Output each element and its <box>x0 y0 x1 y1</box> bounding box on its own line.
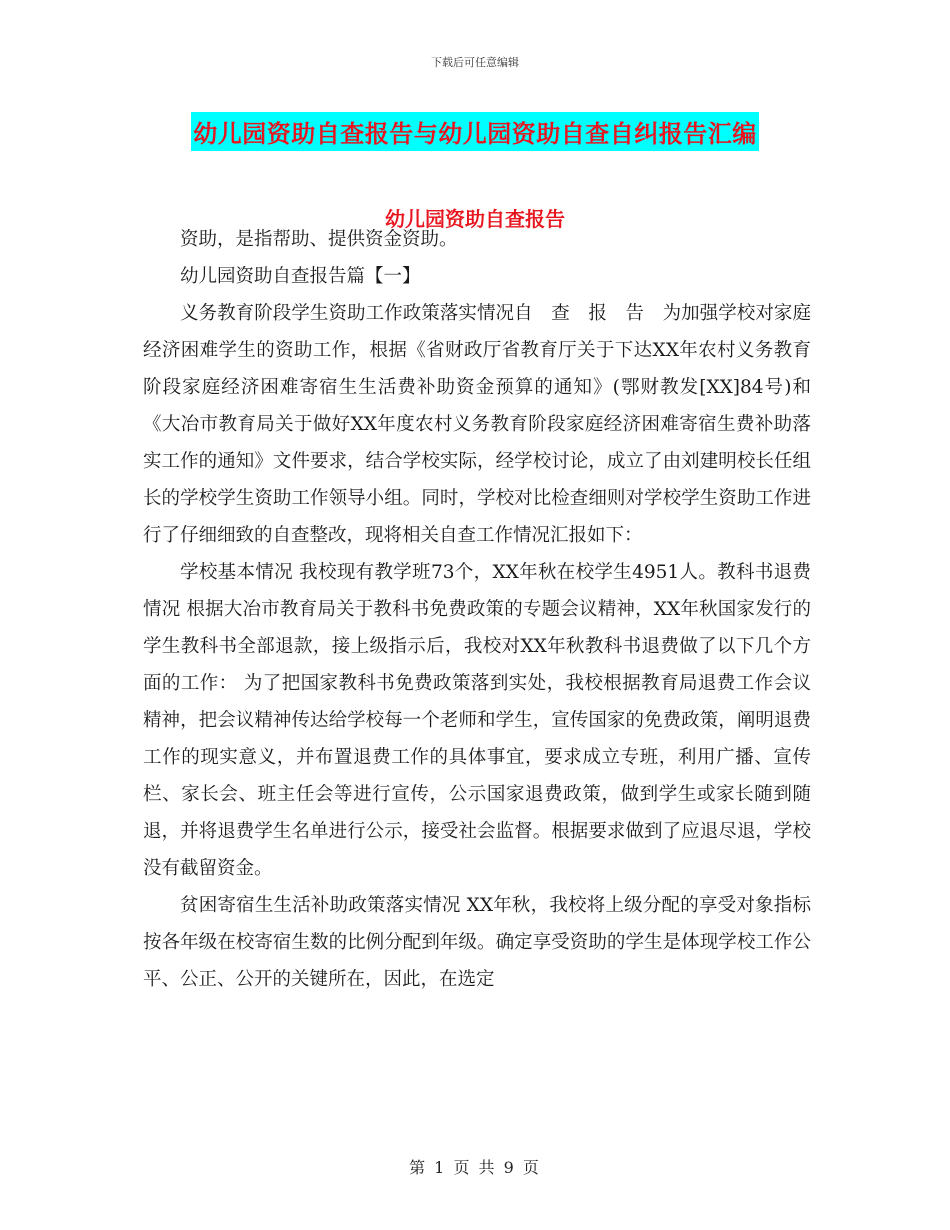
header-note: 下载后可任意编辑 <box>431 56 519 69</box>
page-number-footer: 第 1 页 共 9 页 <box>409 1158 541 1177</box>
document-body <box>143 221 811 998</box>
paragraph: 资助，是指帮助、提供资金资助。 <box>180 229 458 250</box>
paragraph: 贫困寄宿生生活补助政策落实情况 XX年秋，我校将上级分配的享受对象指标按各年级在校寄宿生数的比例分配到年级。确定享受资助的学生是体现学校工作公平、公正、公开的关键所在，因此，在选定 <box>143 895 811 990</box>
paragraph: 幼儿园资助自查报告篇【一】 <box>180 266 421 287</box>
main-title-container <box>0 112 950 151</box>
paragraph: 学校基本情况 我校现有教学班73个，XX年秋在校学生4951人。教科书退费情况 根据大冶市教育局关于教科书免费政策的专题会议精神，XX年秋国家发行的学生教科书全部退款，接上级指示后，我校对XX年秋教科书退费做了以下几个方面的工作： 为了把国家教科书免费政策落到实处，我校根据教育局退费工作会议精神，把会议精神传达给学校每一个老师和学生，宣传国家的免费政策，阐明退费工作的现实意义，并布置退费工作的具体事宜，要求成立专班，利用广播、宣传栏、家长会、班主任会等进行宣传，公示国家退费政策，做到学生或家长随到随退，并将退费学生名单进行公示，接受社会监督。根据要求做到了应退尽退，学校没有截留资金。 <box>143 562 811 879</box>
document-main-title: 幼儿园资助自查报告与幼儿园资助自查自纠报告汇编 <box>191 112 759 151</box>
document-sub-title: 幼儿园资助自查报告 <box>385 207 565 231</box>
paragraph: 义务教育阶段学生资助工作政策落实情况自 查 报 告 为加强学校对家庭经济困难学生的资助工作，根据《省财政厅省教育厅关于下达XX年农村义务教育阶段家庭经济困难寄宿生生活费补助资金预算的通知》(鄂财教发[XX]84号)和《大冶市教育局关于做好XX年度农村义务教育阶段家庭经济困难寄宿生费补助落实工作的通知》文件要求，结合学校实际，经学校讨论，成立了由刘建明校长任组长的学校学生资助工作领导小组。同时，学校对比检查细则对学校学生资助工作进行了仔细细致的自查整改，现将相关自查工作情况汇报如下： <box>143 303 811 546</box>
